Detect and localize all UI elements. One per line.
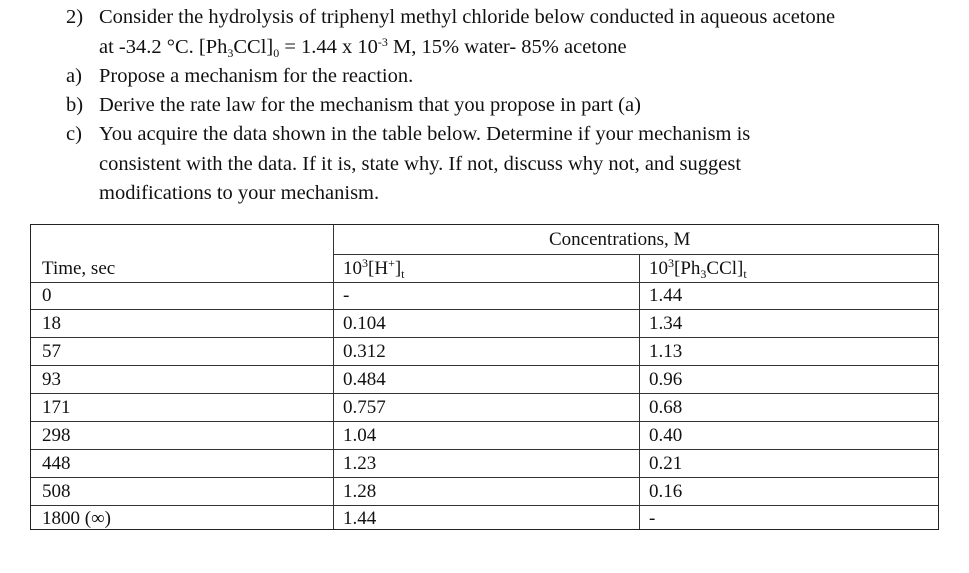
- header-sup: 3: [668, 256, 674, 270]
- line2-sub-0: 0: [273, 46, 280, 60]
- table-cell: 1.04: [343, 425, 377, 446]
- table-cell: 298: [42, 425, 71, 446]
- table-cell: 0: [42, 285, 52, 306]
- table-cell: 0.484: [343, 369, 386, 390]
- part-label: c): [66, 123, 82, 145]
- table-cell: 1.44: [343, 508, 377, 529]
- line2-exponent: -3: [377, 35, 388, 49]
- table-cell: 0.312: [343, 341, 386, 362]
- table-cell: 93: [42, 369, 61, 390]
- table-divider: [31, 393, 938, 394]
- line2-pre: at -34.2 °C. [Ph: [99, 36, 228, 58]
- header-sub: 3: [700, 267, 707, 281]
- table-cell: 0.96: [649, 369, 683, 390]
- column-header-ph3ccl: [649, 256, 747, 281]
- table-divider: [31, 505, 938, 506]
- table-divider: [639, 254, 640, 529]
- table-cell: 0.757: [343, 397, 386, 418]
- table-cell: 18: [42, 313, 61, 334]
- question-line-2: [99, 33, 627, 62]
- table-divider: [31, 449, 938, 450]
- table-cell: -: [649, 508, 656, 529]
- table-divider: [31, 365, 938, 366]
- table-cell: 1.13: [649, 341, 683, 362]
- part-text: modifications to your mechanism.: [99, 182, 380, 204]
- header-text: [Ph: [674, 258, 701, 279]
- line2-mid: CCl]: [233, 36, 274, 58]
- table-cell: 1.34: [649, 313, 683, 334]
- table-divider: [31, 282, 938, 283]
- table-cell: 508: [42, 481, 71, 502]
- table-cell: 171: [42, 397, 71, 418]
- line2-eq: = 1.44 x 10: [279, 36, 378, 58]
- part-label: a): [66, 65, 82, 87]
- header-text: CCl]: [706, 258, 744, 279]
- table-cell: 0.16: [649, 481, 683, 502]
- table-cell: 0.104: [343, 313, 386, 334]
- column-header-h: [343, 256, 405, 281]
- table-cell: 57: [42, 341, 61, 362]
- line2-sub-3: 3: [227, 46, 234, 60]
- header-text: 10: [649, 258, 668, 279]
- table-cell: 0.21: [649, 453, 683, 474]
- header-sup: +: [388, 256, 395, 270]
- line2-post: M, 15% water- 85% acetone: [387, 36, 627, 58]
- table-divider: [333, 254, 938, 255]
- table-cell: 0.40: [649, 425, 683, 446]
- header-sub: t: [401, 267, 405, 281]
- part-text: You acquire the data shown in the table below. Determine if your mechanism is: [99, 123, 751, 145]
- header-text: 10: [343, 258, 362, 279]
- table-cell: -: [343, 285, 350, 306]
- table-divider: [31, 309, 938, 310]
- table-divider: [31, 421, 938, 422]
- part-text: Derive the rate law for the mechanism that you propose in part (a): [99, 94, 641, 116]
- table-cell: 1.44: [649, 285, 683, 306]
- group-header: Concentrations, M: [549, 229, 691, 250]
- table-divider: [333, 225, 334, 529]
- table-cell: 1.28: [343, 481, 377, 502]
- table-cell: 1.23: [343, 453, 377, 474]
- table-cell: 0.68: [649, 397, 683, 418]
- table-divider: [31, 477, 938, 478]
- question-line-1: Consider the hydrolysis of triphenyl methyl chloride below conducted in aqueous acetone: [99, 6, 836, 28]
- part-text: Propose a mechanism for the reaction.: [99, 65, 414, 87]
- table-divider: [31, 337, 938, 338]
- column-header-time: Time, sec: [42, 258, 116, 279]
- table-cell: 1800 (∞): [42, 508, 111, 529]
- part-label: b): [66, 94, 84, 116]
- data-table: [30, 224, 939, 530]
- header-text: [H: [368, 258, 389, 279]
- header-sup: 3: [362, 256, 368, 270]
- table-cell: 448: [42, 453, 71, 474]
- header-text: ]: [394, 258, 402, 279]
- header-sub: t: [743, 267, 747, 281]
- question-number: 2): [66, 6, 84, 28]
- part-text: consistent with the data. If it is, state why. If not, discuss why not, and suggest: [99, 153, 742, 175]
